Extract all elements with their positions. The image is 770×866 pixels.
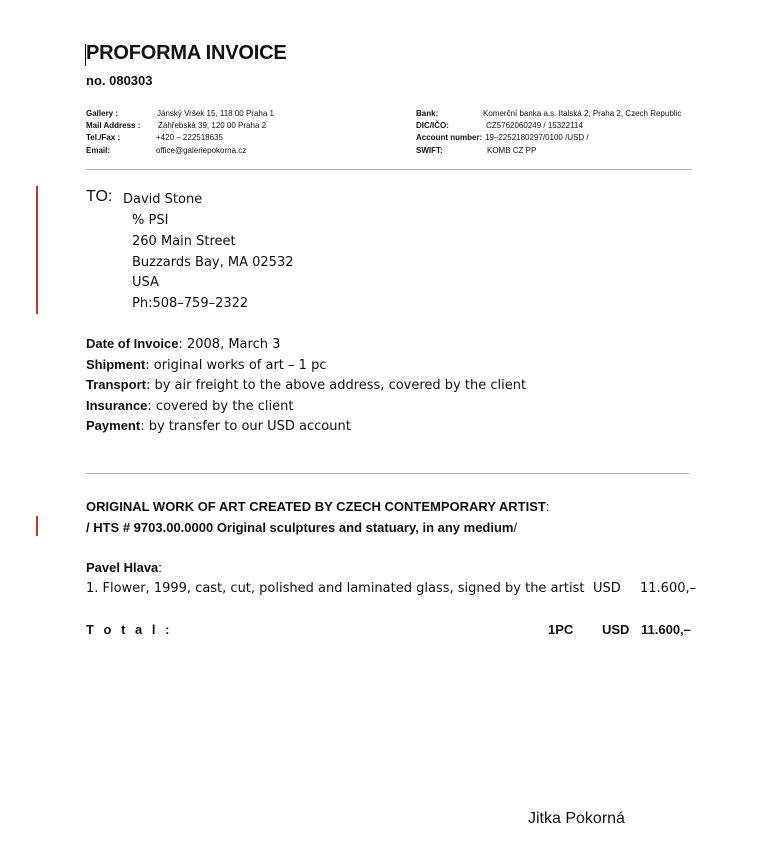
- recipient-line: Buzzards Bay, MA 02532: [132, 255, 294, 270]
- to-label: TO:: [86, 188, 113, 205]
- signature-name: Jitka Pokorná: [528, 810, 625, 827]
- dic-ico-label: DIC/IČO:: [416, 121, 449, 130]
- bank-value: Komerční banka a.s. Italská 2, Praha 2, Czech Republic: [483, 109, 682, 118]
- recipient-line: Ph:508–759–2322: [132, 296, 249, 311]
- email-value[interactable]: office@galeriepokorna.cz: [156, 146, 247, 155]
- recipient-line: % PSI: [132, 213, 169, 228]
- tel-fax-label: Tel./Fax :: [86, 133, 121, 142]
- line-item-amount: 11.600,–: [640, 581, 697, 596]
- mail-address-value: Záhřebská 39, 120 00 Praha 2: [158, 121, 267, 130]
- swift-value: KOMB CZ PP: [487, 146, 537, 155]
- dic-ico-value: CZ5762060249 / 15322114: [486, 121, 583, 130]
- gallery-value: Jánský Vršek 15, 118 00 Praha 1: [157, 109, 274, 118]
- recipient-name: David Stone: [123, 192, 203, 207]
- account-value: 19–2252180297/0100 /USD /: [485, 133, 589, 142]
- hts-change-bar: [36, 516, 38, 536]
- hts-line: / HTS # 9703.00.0000 Original sculptures and statuary, in any medium/: [86, 520, 518, 535]
- recipient-line: 260 Main Street: [132, 234, 236, 249]
- artist-name: Pavel Hlava:: [86, 560, 162, 575]
- tel-fax-value: +420 – 222518635: [156, 133, 223, 142]
- total-amount: 11.600,–: [641, 622, 691, 637]
- bank-label: Bank:: [416, 109, 439, 118]
- detail-insurance: Insurance: covered by the client: [86, 398, 294, 414]
- recipient-change-bar: [36, 186, 38, 314]
- page-title: PROFORMA INVOICE: [86, 42, 287, 64]
- mail-address-label: Mail Address :: [86, 121, 141, 130]
- total-currency: USD: [602, 622, 630, 637]
- total-quantity: 1PC: [548, 622, 574, 637]
- recipient-line: USA: [132, 275, 159, 290]
- swift-label: SWIFT:: [416, 146, 443, 155]
- detail-date: Date of Invoice: 2008, March 3: [86, 336, 281, 352]
- account-label: Account number:: [416, 133, 483, 142]
- email-label: Email:: [86, 146, 111, 155]
- detail-shipment: Shipment: original works of art – 1 pc: [86, 357, 327, 373]
- detail-payment: Payment: by transfer to our USD account: [86, 418, 351, 434]
- header-divider: [86, 169, 692, 170]
- total-label: T o t a l :: [86, 622, 173, 637]
- invoice-number: no. 080303: [86, 73, 153, 88]
- section-divider: [86, 473, 689, 474]
- detail-transport: Transport: by air freight to the above address, covered by the client: [86, 377, 527, 393]
- line-item-description: 1. Flower, 1999, cast, cut, polished and laminated glass, signed by the artist: [86, 581, 585, 596]
- line-item-currency: USD: [593, 581, 621, 596]
- artwork-heading: ORIGINAL WORK OF ART CREATED BY CZECH CONTEMPORARY ARTIST:: [86, 499, 550, 514]
- gallery-label: Gallery :: [86, 109, 119, 118]
